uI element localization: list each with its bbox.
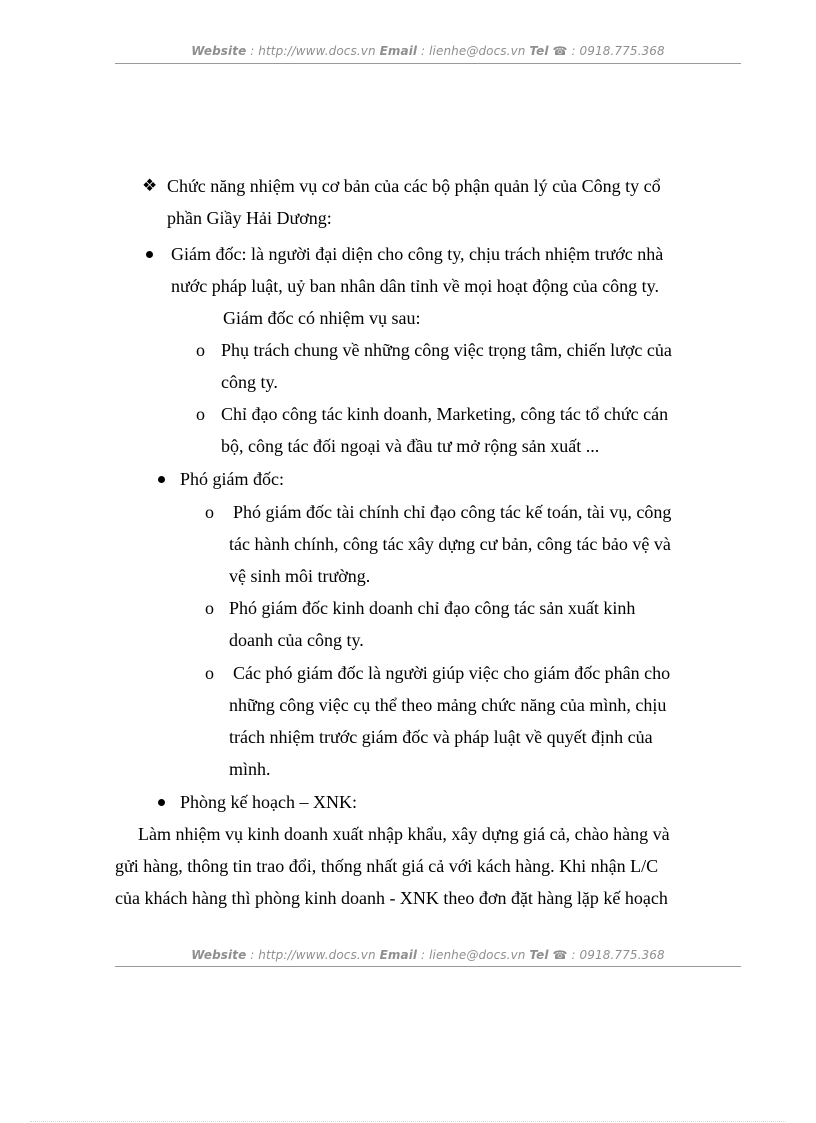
header-website-value: : http://www.docs.vn (246, 44, 380, 58)
planning-para-line3: của khách hàng thì phòng kinh doanh - XNK theo đơn đặt hàng lặp kế hoạch (115, 888, 668, 908)
deputy-item1-line3: vệ sinh môi trường. (229, 566, 371, 586)
deputy-item2-line2: doanh của công ty. (229, 630, 364, 650)
director-task2-line2: bộ, công tác đối ngoại và đầu tư mở rộng sản xuất ... (221, 436, 600, 456)
bullet-dot-icon (146, 251, 153, 258)
director-line1: Giám đốc: là người đại diện cho công ty, chịu trách nhiệm trước nhà (171, 244, 664, 264)
deputy-item2-line1: Phó giám đốc kinh doanh chỉ đạo công tác sản xuất kinh (229, 598, 636, 618)
section-heading-line2: phần Giầy Hải Dương: (167, 208, 332, 228)
header-rule (115, 63, 741, 64)
director-task1-line1: Phụ trách chung về những công việc trọng tâm, chiến lược của (221, 340, 672, 360)
deputy-item1-line1: Phó giám đốc tài chính chỉ đạo công tác kế toán, tài vụ, công (233, 502, 672, 522)
planning-para-line2: gửi hàng, thông tin trao đổi, thống nhất giá cả với kách hàng. Khi nhận L/C (115, 856, 659, 876)
footer-tel-value: ☎ : 0918.775.368 (548, 948, 665, 962)
header-tel-value: ☎ : 0918.775.368 (548, 44, 665, 58)
deputy-item3-line4: mình. (229, 759, 271, 779)
header-tel-label: Tel (529, 44, 549, 58)
page-bottom-edge (30, 1121, 786, 1122)
director-line3: Giám đốc có nhiệm vụ sau: (223, 308, 421, 328)
sub-bullet-marker: o (205, 502, 214, 522)
sub-bullet-marker: o (196, 404, 205, 424)
header-email-value: : lienhe@docs.vn (417, 44, 530, 58)
page-footer (115, 948, 741, 962)
bullet-dot-icon (158, 476, 165, 483)
footer-tel-label: Tel (529, 948, 549, 962)
planning-dept-heading: Phòng kế hoạch – XNK: (180, 792, 357, 812)
director-task2-line1: Chỉ đạo công tác kinh doanh, Marketing, công tác tổ chức cán (221, 404, 669, 424)
deputy-item3-line1: Các phó giám đốc là người giúp việc cho giám đốc phân cho (233, 663, 671, 683)
deputy-item3-line2: những công việc cụ thể theo mảng chức năng của mình, chịu (229, 695, 667, 715)
planning-para-line1: Làm nhiệm vụ kinh doanh xuất nhập khẩu, xây dựng giá cả, chào hàng và (138, 824, 670, 844)
header-email-label: Email (379, 44, 418, 58)
director-line2: nước pháp luật, uỷ ban nhân dân tỉnh về mọi hoạt động của công ty. (171, 276, 659, 296)
deputy-heading: Phó giám đốc: (180, 469, 284, 489)
director-task1-line2: công ty. (221, 372, 278, 392)
deputy-item1-line2: tác hành chính, công tác xây dựng cư bản, công tác bảo vệ và (229, 534, 671, 554)
page-header (115, 44, 741, 58)
footer-website-label: Website (191, 948, 247, 962)
footer-rule (115, 966, 741, 967)
bullet-dot-icon (158, 799, 165, 806)
header-website-label: Website (191, 44, 247, 58)
deputy-item3-line3: trách nhiệm trước giám đốc và pháp luật về quyết định của (229, 727, 653, 747)
section-heading-line1: Chức năng nhiệm vụ cơ bản của các bộ phận quản lý của Công ty cổ (167, 176, 661, 196)
sub-bullet-marker: o (205, 663, 214, 683)
sub-bullet-marker: o (196, 340, 205, 360)
section-bullet-icon: ❖ (142, 176, 158, 195)
footer-email-value: : lienhe@docs.vn (417, 948, 530, 962)
footer-email-label: Email (379, 948, 418, 962)
footer-website-value: : http://www.docs.vn (246, 948, 380, 962)
sub-bullet-marker: o (205, 598, 214, 618)
